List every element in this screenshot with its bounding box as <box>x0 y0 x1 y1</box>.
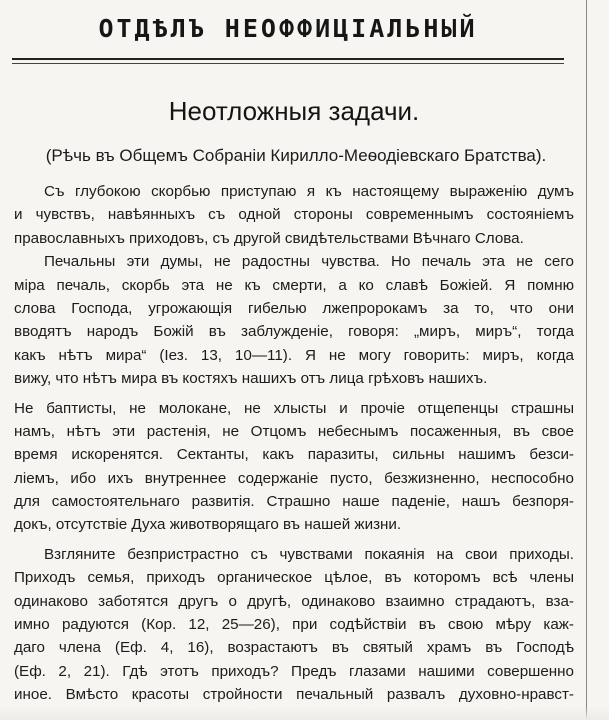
text-line: докъ, отсутствіе Духа животворящаго въ нашей жизни. <box>14 516 402 534</box>
header-rule <box>12 58 564 60</box>
text-line: и чувствъ, навѣянныхъ съ одной стороны современнымъ состояніемъ <box>14 206 574 224</box>
page-bottom-edge <box>0 707 609 720</box>
text-line: намъ, нѣтъ эти растенія, не Отцомъ небеснымъ посаженныя, въ свое <box>14 422 574 440</box>
text-line: Съ глубокою скорбью приступаю я къ настоящему выраженію думъ <box>44 183 574 200</box>
text-line: вижу, что нѣтъ мира въ костяхъ нашихъ отъ лица грѣховъ нашихъ. <box>14 370 488 388</box>
text-line: даго члена (Еф. 4, 16), возрастаютъ въ святый храмъ въ Господѣ <box>14 639 574 657</box>
text-line: имно радуются (Кор. 12, 25—26), при содѣйствіи въ свою мѣру каж- <box>14 616 574 634</box>
text-line: одинаково заботятся другъ о другѣ, одинаково взаимно страдаютъ, вза- <box>14 592 574 610</box>
text-line: Взгляните безпристрастно съ чувствами покаянія на свои приходы. <box>44 545 574 563</box>
column-edge-rule <box>586 0 587 720</box>
text-line: Печальны эти думы, не радостны чувства. Но печаль эта не сего <box>44 253 574 271</box>
text-line: православныхъ приходовъ, съ другой свидѣтельствами Вѣчнаго Слова. <box>14 229 524 247</box>
text-line: (Еф. 2, 21). Гдѣ этотъ приходъ? Предъ глазами нашими совершенно <box>14 662 574 680</box>
text-line: время искоренятся. Сектанты, какъ паразиты, сильны нашимъ безси- <box>14 446 574 464</box>
header-rule-thin <box>12 63 564 64</box>
text-line: Не баптисты, не молокане, не хлысты и прочіе отщепенцы страшны <box>14 399 574 417</box>
text-line: какъ нѣтъ мира“ (Іез. 13, 10—11). Я не могу говорить: миръ, когда <box>14 346 574 364</box>
article-body <box>14 180 574 707</box>
text-line: Приходъ семья, приходъ органическое цѣлое, въ которомъ всѣ члены <box>14 569 574 587</box>
text-line: слова Господа, угрожающія гибелью лжепророкамъ за то, что они <box>14 299 574 317</box>
text-line: для самостоятельнаго развитія. Страшно наше паденіе, нашъ безпоря- <box>14 493 574 511</box>
text-line: иное. Вмѣсто красоты стройности печальный развалъ духовно-нравст- <box>14 686 574 704</box>
text-line: вводятъ народъ Божій въ заблужденіе, говоря: „миръ, миръ“, тогда <box>14 323 574 341</box>
article-title: Неотложныя задачи. <box>168 96 420 126</box>
text-line: ліемъ, ибо ихъ внутреннее содержаніе пусто, безжизненно, неспособно <box>14 469 574 487</box>
text-line: міра печаль, скорбь эта не къ смерти, а ко славѣ Божіей. Я помню <box>14 276 574 294</box>
article-subtitle: (Рѣчь въ Общемъ Собраніи Кирилло-Меѳодіевскаго Братства). <box>45 146 547 165</box>
section-header: ОТДѢЛЪ НЕОФФИЦІАЛЬНЫЙ <box>98 14 478 43</box>
